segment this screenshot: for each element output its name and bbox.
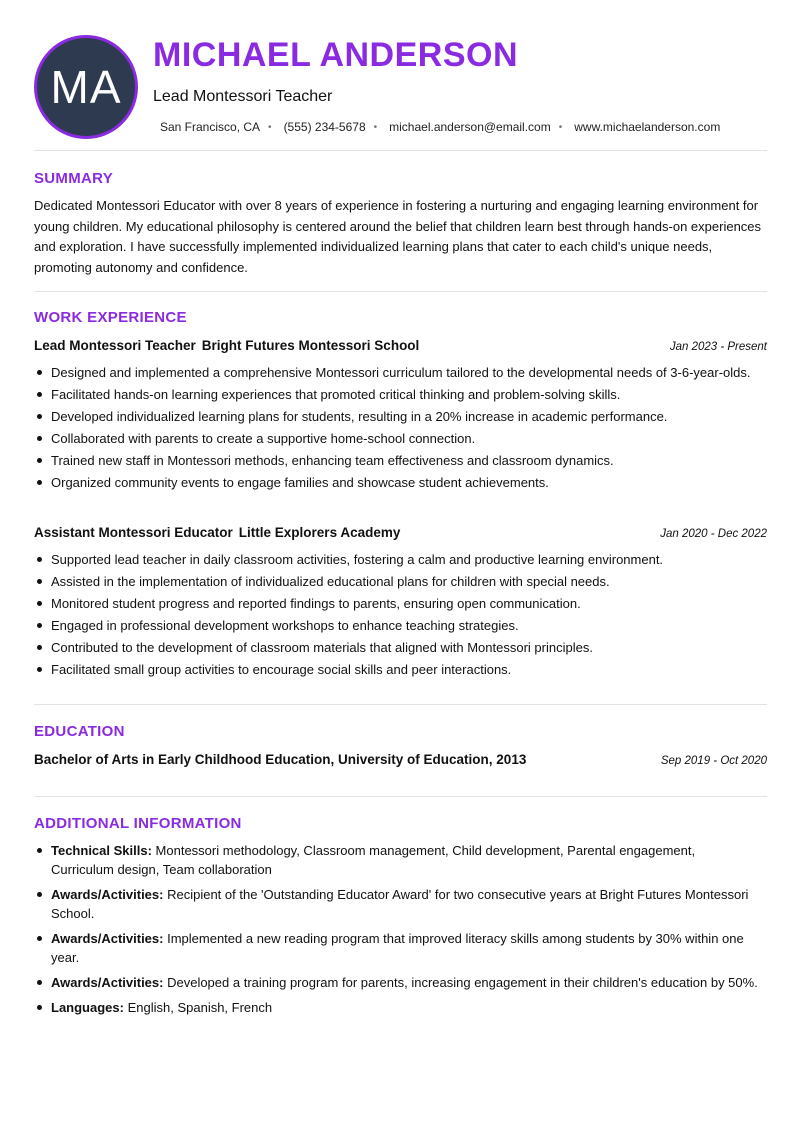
list-item: Organized community events to engage families and showcase student achievements. [34, 473, 759, 492]
divider [34, 796, 767, 797]
info-text: Developed a training program for parents, increasing engagement in their children's education by 50%. [167, 975, 758, 990]
contact-website[interactable]: www.michaelanderson.com [574, 120, 721, 134]
info-label: Awards/Activities: [51, 887, 164, 902]
contact-line [160, 120, 720, 134]
job-company: Little Explorers Academy [238, 525, 401, 540]
education-dates: Sep 2019 - Oct 2020 [660, 755, 767, 767]
job-bullets [34, 550, 759, 682]
list-item [34, 998, 759, 1017]
divider [34, 704, 767, 705]
list-item [34, 929, 759, 967]
list-item [34, 841, 759, 879]
job-role: Assistant Montessori Educator [34, 525, 233, 540]
job-dates: Jan 2023 - Present [669, 341, 767, 353]
list-item: Contributed to the development of classroom materials that aligned with Montessori principles. [34, 638, 759, 657]
candidate-name: MICHAEL ANDERSON [153, 36, 519, 74]
job-title: Lead Montessori Teacher [153, 88, 333, 105]
contact-email[interactable]: michael.anderson@email.com [389, 120, 551, 134]
list-item: Facilitated hands-on learning experiences that promoted critical thinking and problem-solving skills. [34, 385, 759, 404]
info-label: Languages: [51, 1000, 124, 1015]
list-item: Supported lead teacher in daily classroom activities, fostering a calm and productive learning environment. [34, 550, 759, 569]
job-header [34, 338, 767, 353]
avatar-initials: MA [50, 61, 122, 113]
job-role: Lead Montessori Teacher [34, 338, 196, 353]
job-role-company [34, 338, 419, 353]
info-label: Awards/Activities: [51, 931, 164, 946]
summary-text: Dedicated Montessori Educator with over 8 years of experience in fostering a nurturing and engaging learning environment for young children. My educational philosophy is centered around the belief that children learn best through hands-on experiences and exploration. I have successfully implemented individualized learning plans that cater to each child's unique needs, promoting autonomy and confidence. [34, 198, 762, 275]
list-item: Developed individualized learning plans for students, resulting in a 20% increase in academic performance. [34, 407, 759, 426]
job-company: Bright Futures Montessori School [201, 338, 420, 353]
divider [34, 150, 767, 151]
divider [34, 291, 767, 292]
job-dates: Jan 2020 - Dec 2022 [660, 528, 767, 540]
info-label: Awards/Activities: [51, 975, 164, 990]
job-role-company [34, 525, 400, 540]
list-item: Designed and implemented a comprehensive Montessori curriculum tailored to the developmental needs of 3-6-year-olds. [34, 363, 759, 382]
info-text: Implemented a new reading program that improved literacy skills among students by 30% within one year. [51, 931, 744, 965]
education-degree: Bachelor of Arts in Early Childhood Education, University of Education, 2013 [34, 752, 527, 767]
contact-location: San Francisco, CA [160, 120, 261, 134]
list-item: Engaged in professional development workshops to enhance teaching strategies. [34, 616, 759, 635]
education-entry [34, 752, 767, 767]
info-label: Technical Skills: [51, 843, 152, 858]
contact-phone[interactable]: (555) 234-5678 [283, 120, 366, 134]
additional-heading: ADDITIONAL INFORMATION [34, 815, 242, 832]
additional-list [34, 841, 759, 1023]
list-item: Collaborated with parents to create a supportive home-school connection. [34, 429, 759, 448]
list-item: Facilitated small group activities to encourage social skills and peer interactions. [34, 660, 759, 679]
experience-heading: WORK EXPERIENCE [34, 309, 187, 326]
bullet-separator-icon: • [268, 121, 272, 133]
list-item: Trained new staff in Montessori methods, enhancing team effectiveness and classroom dynamics. [34, 451, 759, 470]
info-text: English, Spanish, French [127, 1000, 273, 1015]
list-item: Monitored student progress and reported findings to parents, ensuring open communication. [34, 594, 759, 613]
summary-heading: SUMMARY [34, 170, 114, 187]
list-item [34, 885, 759, 923]
info-text: Recipient of the 'Outstanding Educator Award' for two consecutive years at Bright Futures Montessori School. [51, 887, 749, 921]
bullet-separator-icon: • [558, 121, 563, 133]
avatar [34, 35, 138, 139]
bullet-separator-icon: • [373, 121, 378, 133]
job-bullets [34, 363, 759, 495]
list-item: Assisted in the implementation of individualized educational plans for children with special needs. [34, 572, 759, 591]
info-text: Montessori methodology, Classroom management, Child development, Parental engagement, Curriculum design, Team collaboration [51, 843, 696, 877]
job-header [34, 525, 767, 540]
education-heading: EDUCATION [34, 723, 125, 740]
list-item [34, 973, 759, 992]
